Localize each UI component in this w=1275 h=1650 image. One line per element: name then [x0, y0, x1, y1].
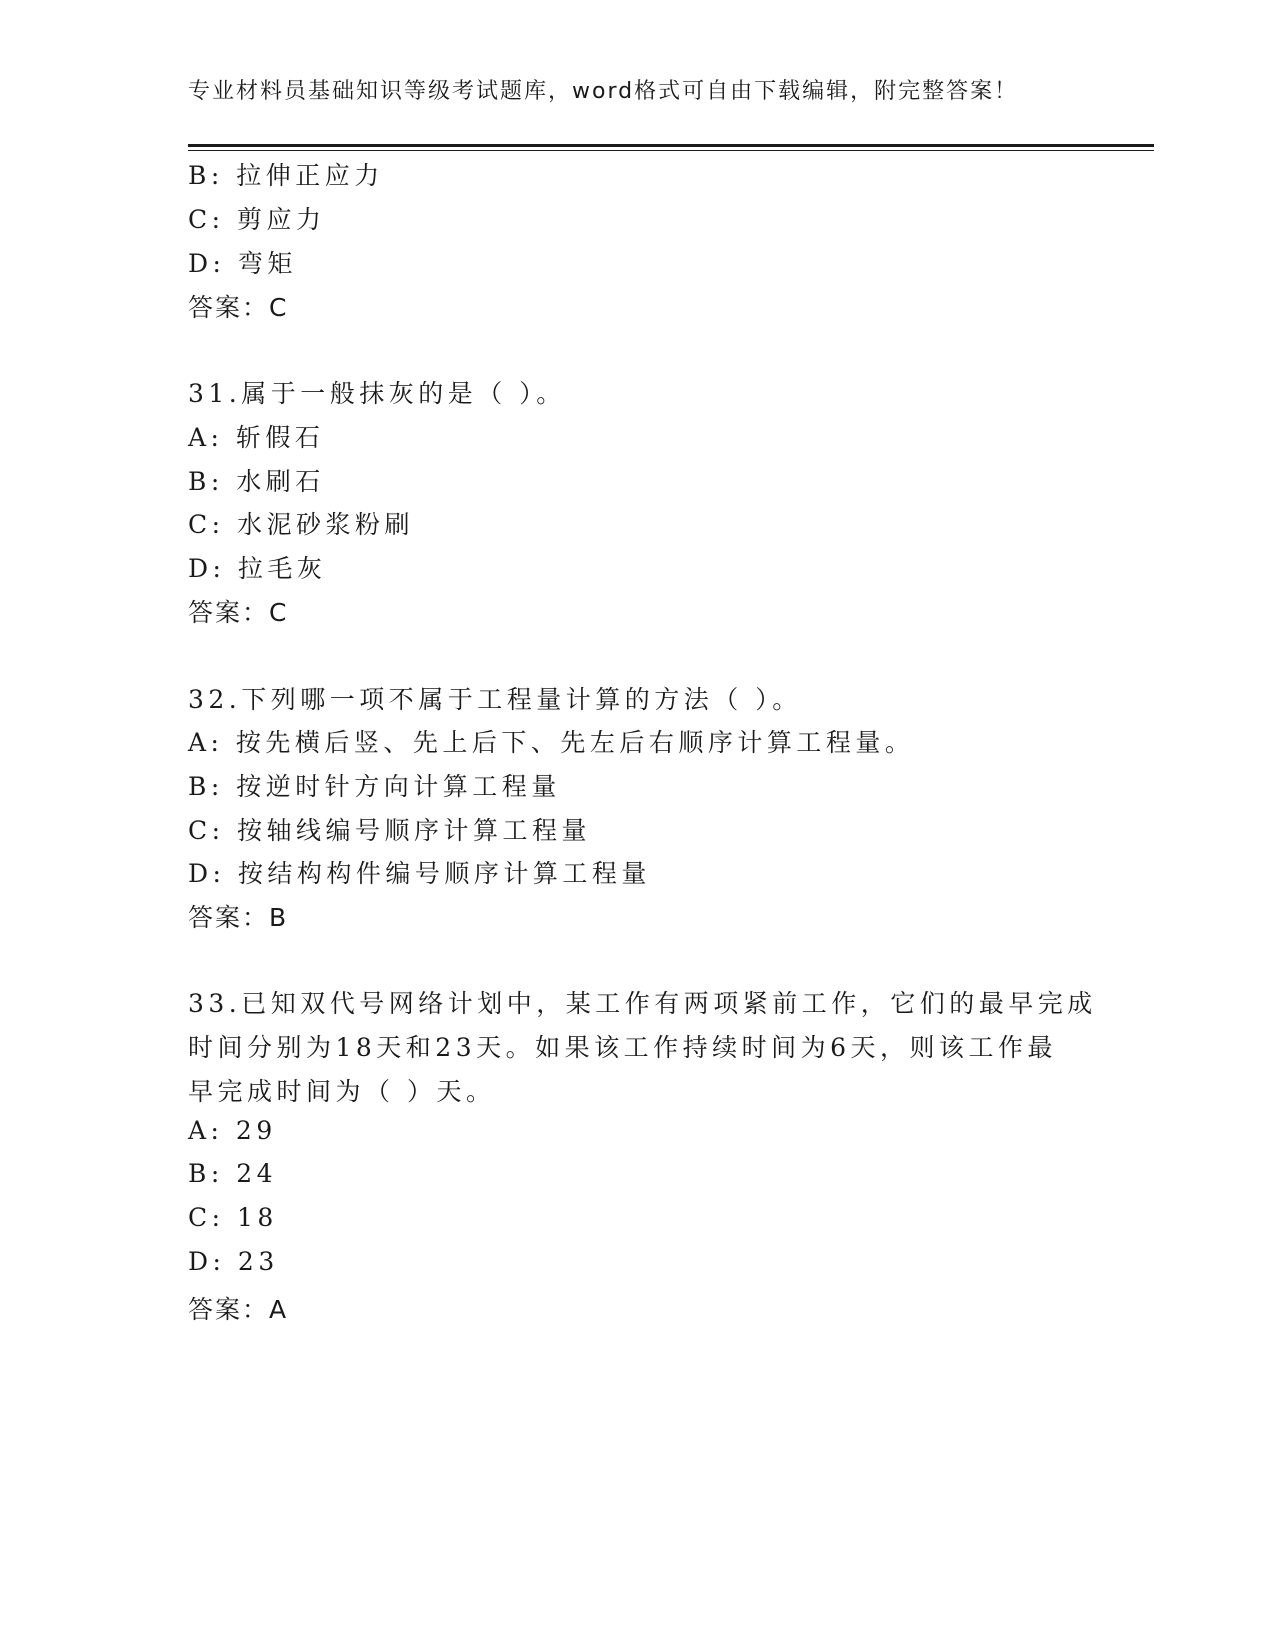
- option-d: D: 按结构构件编号顺序计算工程量: [188, 859, 651, 888]
- option-a: A: 29: [188, 1116, 277, 1145]
- page-header: 专业材料员基础知识等级考试题库，word格式可自由下载编辑，附完整答案！: [188, 79, 1019, 104]
- option-c: C: 剪应力: [188, 205, 326, 234]
- option-a: A: 斩假石: [188, 423, 325, 452]
- answer-line: 答案：C: [188, 293, 289, 322]
- option-d: D: 23: [188, 1247, 279, 1276]
- option-a: A: 按先横后竖、先上后下、先左后右顺序计算工程量。: [188, 728, 915, 757]
- answer-line: 答案：A: [188, 1295, 289, 1324]
- question-stem: 早完成时间为（ ）天。: [188, 1077, 496, 1106]
- option-b: B: 按逆时针方向计算工程量: [188, 772, 561, 801]
- question-stem: 时间分别为18天和23天。如果该工作持续时间为6天，则该工作最: [188, 1033, 1058, 1062]
- question-stem: 32.下列哪一项不属于工程量计算的方法（ ）。: [188, 685, 802, 714]
- option-c: C: 按轴线编号顺序计算工程量: [188, 816, 591, 845]
- option-d: D: 弯矩: [188, 249, 297, 278]
- header-rule-thin: [188, 150, 1154, 151]
- option-b: B: 24: [188, 1159, 278, 1188]
- answer-line: 答案：C: [188, 598, 289, 627]
- question-stem: 33.已知双代号网络计划中，某工作有两项紧前工作，它们的最早完成: [188, 989, 1097, 1018]
- option-b: B: 水刷石: [188, 467, 325, 496]
- option-d: D: 拉毛灰: [188, 554, 327, 583]
- question-stem: 31.属于一般抹灰的是（ ）。: [188, 379, 566, 408]
- option-b: B: 拉伸正应力: [188, 161, 384, 190]
- answer-line: 答案：B: [188, 903, 289, 932]
- header-rule-thick: [188, 144, 1154, 147]
- option-c: C: 18: [188, 1203, 278, 1232]
- option-c: C: 水泥砂浆粉刷: [188, 510, 414, 539]
